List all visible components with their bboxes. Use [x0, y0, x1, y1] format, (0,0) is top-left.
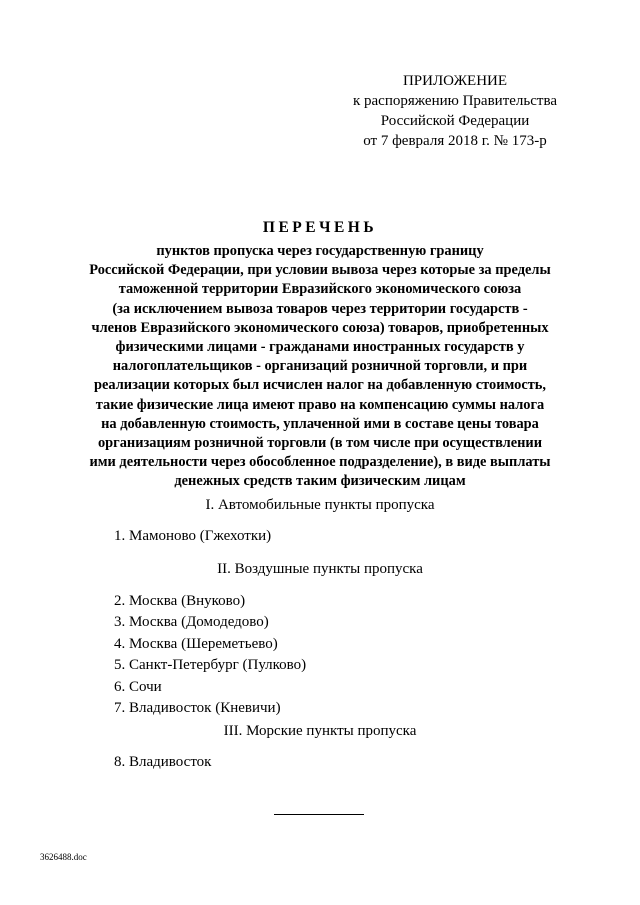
appendix-date-number: от 7 февраля 2018 г. № 173-р — [363, 133, 547, 149]
section-heading-sea: III. Морские пункты пропуска — [223, 723, 417, 739]
subtitle-line: пунктов пропуска через государственную границу — [156, 243, 484, 259]
list-item: 4. Москва (Шереметьево) — [114, 636, 278, 652]
subtitle-line: ими деятельности через обособленное подразделение), в виде выплаты — [89, 454, 551, 471]
list-item: 3. Москва (Домодедово) — [114, 614, 269, 630]
appendix-government: Российской Федерации — [380, 113, 530, 129]
subtitle-line: налогоплательщиков - организаций розничной торговли, и при — [112, 358, 528, 375]
subtitle-line: членов Евразийского экономического союза) товаров, приобретенных — [91, 319, 549, 336]
subtitle-line: (за исключением вывоза товаров через территории государств - — [112, 300, 528, 317]
subtitle-line: реализации которых был исчислен налог на добавленную стоимость, — [94, 377, 546, 394]
subtitle-line: на добавленную стоимость, уплаченной ими в составе цены товара — [101, 415, 539, 432]
subtitle-line: денежных средств таким физическим лицам — [174, 473, 466, 490]
appendix-order-ref: к распоряжению Правительства — [352, 93, 557, 109]
list-item: 1. Мамоново (Гжехотки) — [114, 528, 272, 544]
end-separator-line — [274, 814, 364, 815]
list-item: 6. Сочи — [114, 679, 162, 695]
file-name-label: 3626488.doc — [40, 852, 87, 862]
subtitle-line: Российской Федерации, при условии вывоза через которые за пределы — [89, 262, 551, 279]
section-heading-road: I. Автомобильные пункты пропуска — [205, 497, 435, 513]
subtitle-line: организациям розничной торговли (в том числе при осуществлении — [97, 435, 543, 452]
document-title: ПЕРЕЧЕНЬ — [262, 219, 378, 236]
subtitle-line: такие физические лица имеют право на компенсацию суммы налога — [95, 396, 545, 413]
list-item: 7. Владивосток (Кневичи) — [114, 700, 281, 716]
list-item: 2. Москва (Внуково) — [114, 593, 246, 609]
section-heading-air: II. Воздушные пункты пропуска — [217, 561, 423, 577]
subtitle-line: таможенной территории Евразийского экономического союза — [118, 281, 522, 298]
list-item: 5. Санкт-Петербург (Пулково) — [114, 657, 307, 673]
list-item: 8. Владивосток — [114, 754, 212, 770]
appendix-label: ПРИЛОЖЕНИЕ — [402, 73, 508, 89]
document-subtitle — [0, 242, 640, 492]
appendix-header — [330, 71, 580, 151]
subtitle-line: физическими лицами - гражданами иностранных государств у — [115, 339, 525, 356]
